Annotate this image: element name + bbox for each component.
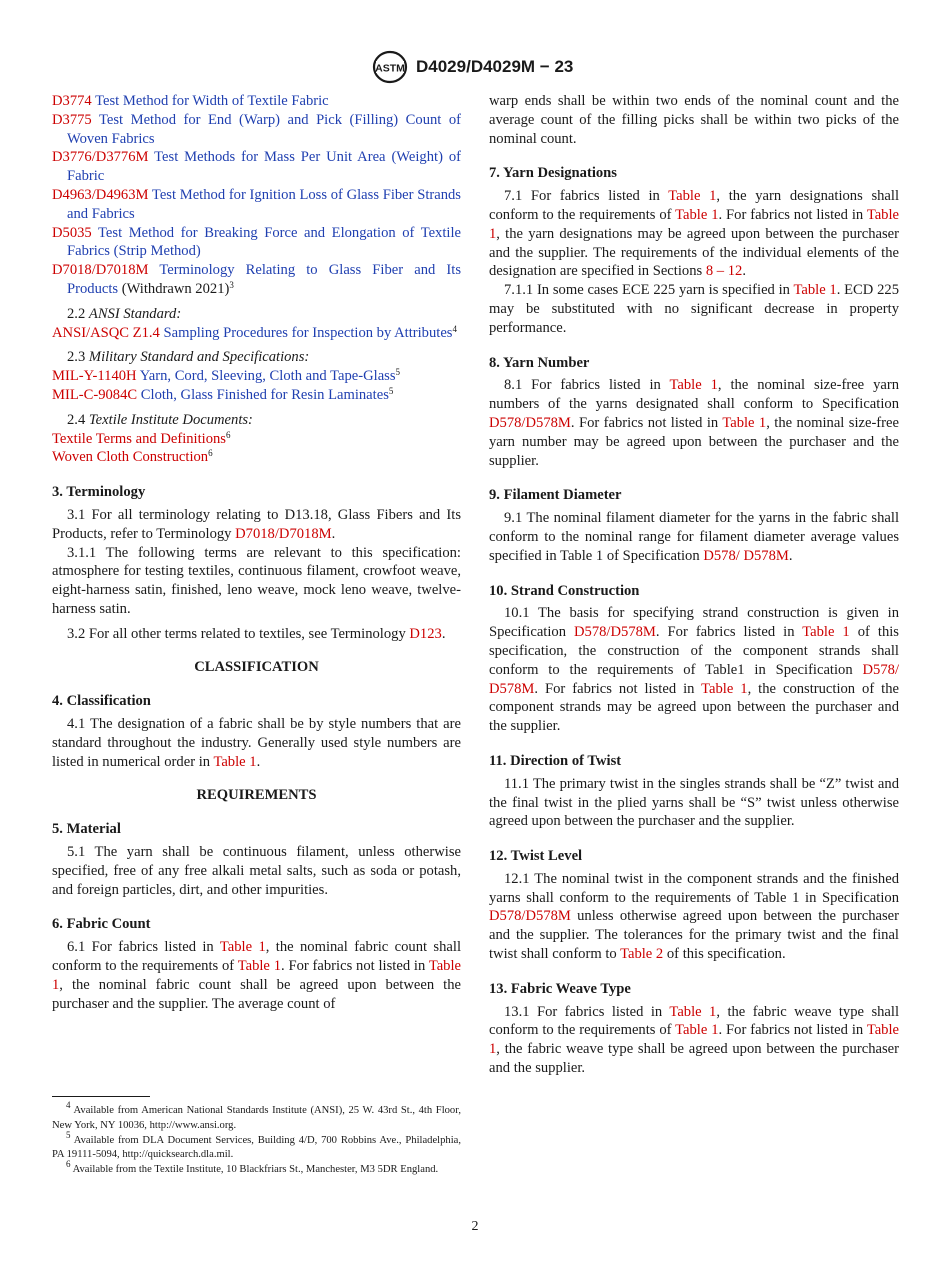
- document-id: D4029/D4029M − 23: [416, 57, 574, 76]
- paragraph-9-1: 9.1 The nominal filament diameter for the yarns in the fabric shall conform to the nominal range for filament diameter average values specified in Table 1 of Specification D578/ D578M.: [489, 510, 899, 564]
- ref-title-link[interactable]: Woven Cloth Construction: [52, 449, 209, 466]
- footnote-marker: 6: [208, 448, 213, 459]
- footnote-marker: 5: [395, 367, 401, 378]
- table-1-link[interactable]: Table 1: [669, 377, 718, 394]
- footnote-marker: 4: [452, 323, 457, 334]
- footnote-4: $^4$ Available from American National Standards Institute (ANSI), 25 W. 43rd St., 4th Floor, New York, NY 10036, http://www.ansi.org.: [52, 1100, 461, 1131]
- section-8-heading: 8. Yarn Number: [489, 354, 590, 371]
- table-1-link[interactable]: Table 1: [802, 624, 850, 641]
- footnote-6: $^6$ Available from the Textile Institute, 10 Blackfriars St., Manchester, M3 5DR England.: [66, 1159, 439, 1176]
- table-1-link[interactable]: Table 1: [793, 282, 837, 299]
- paragraph-12-1: 12.1 The nominal twist in the component strands and the finished yarns shall conform to the requirements of Table 1 in Specification D578/D578M unless otherwise agreed upon between the purchaser and the supplier. The tolerances for the primary twist and the final twist shall conform to Table 2 of this specification.: [489, 870, 899, 963]
- section-13-heading: 13. Fabric Weave Type: [489, 980, 631, 997]
- table-1-link[interactable]: Table 1: [52, 958, 462, 993]
- paragraph-3-1: 3.1 For all terminology relating to D13.18, Glass Fibers and Its Products, refer to Terminology D7018/D7018M.: [52, 506, 461, 542]
- section-11-heading: 11. Direction of Twist: [489, 752, 622, 769]
- reference-d3775: [52, 111, 461, 149]
- ref-code-link[interactable]: ANSI/ASQC Z1.4: [52, 324, 160, 341]
- reference-mil-c-9084c: [52, 386, 461, 405]
- ansi-heading: 2.2 ANSI Standard:: [67, 305, 182, 322]
- ref-link[interactable]: D578/D578M: [489, 908, 571, 925]
- reference-d5035: [52, 224, 461, 262]
- section-4-heading: 4. Classification: [52, 693, 151, 710]
- paragraph-8-1: 8.1 For fabrics listed in Table 1, the nominal size-free yarn numbers of the yarns designated shall conform to Specification D578/D578M. For fabrics not listed in Table 1, the nominal size-free yarn number may be agreed upon between the purchaser and the supplier.: [489, 377, 900, 469]
- section-3-heading: 3. Terminology: [52, 484, 146, 501]
- table-1-link[interactable]: Table 1: [489, 206, 900, 242]
- paragraph-7-1-1: 7.1.1 In some cases ECE 225 yarn is specified in Table 1. ECD 225 may be substituted with no significant decrease in property performance.: [489, 282, 899, 336]
- astm-logo-icon: [372, 50, 408, 84]
- ref-link[interactable]: D578/ D578M: [703, 547, 789, 564]
- section-12-heading: 12. Twist Level: [489, 848, 583, 865]
- section-9-heading: 9. Filament Diameter: [489, 487, 622, 504]
- ref-link[interactable]: D7018/D7018M: [235, 525, 332, 542]
- ref-title-link[interactable]: Cloth, Glass Finished for Resin Laminates: [140, 386, 389, 403]
- ref-code-link[interactable]: MIL-Y-1140H: [52, 368, 137, 385]
- table-1-link[interactable]: Table 1: [213, 753, 257, 770]
- section-7-heading: 7. Yarn Designations: [489, 165, 617, 182]
- svg-text:ASTM: ASTM: [375, 62, 405, 75]
- ref-title-link[interactable]: Test Methods for Mass Per Unit Area (Weight) of Fabric: [67, 149, 462, 185]
- section-10-heading: 10. Strand Construction: [489, 582, 640, 599]
- footnote-marker: 6: [226, 429, 231, 440]
- classification-heading: CLASSIFICATION: [194, 658, 319, 675]
- reference-d7018: [52, 261, 461, 299]
- ref-link[interactable]: D578/D578M: [489, 414, 571, 431]
- table-2-link[interactable]: Table 2: [620, 946, 664, 963]
- paragraph-6-1-continued: warp ends shall be within two ends of the nominal count and the average count of the filling picks shall be within two picks of the nominal count.: [489, 93, 899, 147]
- ref-code-link[interactable]: MIL-C-9084C: [52, 386, 138, 403]
- ref-code-link[interactable]: D7018/D7018M: [52, 262, 149, 279]
- reference-ansi-z14: [52, 324, 461, 343]
- footnote-divider: [52, 1096, 150, 1097]
- reference-d3776: [52, 148, 461, 186]
- ref-link[interactable]: D578/D578M: [574, 624, 656, 641]
- ref-title-link[interactable]: Yarn, Cord, Sleeving, Cloth and Tape-Glass: [139, 368, 396, 385]
- ref-title-link[interactable]: Terminology Relating to Glass Fiber and Its Products: [67, 262, 462, 297]
- ref-code-link[interactable]: D5035: [52, 224, 92, 241]
- textile-institute-heading: 2.4 Textile Institute Documents:: [67, 411, 253, 428]
- ref-title-link[interactable]: Test Method for Ignition Loss of Glass Fiber Strands and Fabrics: [67, 186, 461, 222]
- reference-textile-terms: [52, 430, 461, 449]
- ref-code-link[interactable]: D4963/D4963M: [52, 186, 149, 203]
- footnote-5: $^5$ Available from DLA Document Services, Building 4/D, 700 Robbins Ave., Philadelphia, PA 19111-5094, http://quicksearch.dla.mil.: [52, 1129, 461, 1161]
- paragraph-3-2: 3.2 For all other terms related to textiles, see Terminology D123.: [67, 625, 446, 642]
- left-column: [52, 92, 461, 1013]
- table-1-link[interactable]: Table 1: [219, 939, 266, 956]
- reference-d3774: [52, 92, 461, 111]
- footnotes: [52, 1100, 461, 1178]
- ref-title-link[interactable]: Textile Terms and Definitions: [52, 430, 226, 447]
- table-1-link[interactable]: Table 1: [489, 1022, 900, 1058]
- paragraph-3-1-1: 3.1.1 The following terms are relevant to this specification: atmosphere for testing textiles, continuous filament, crowfoot weave, eight-harness satin, finished, leno weave, mock leno weave, twelve-harness satin.: [52, 544, 461, 617]
- ref-link[interactable]: D578/ D578M: [489, 661, 899, 697]
- table-1-link[interactable]: Table 1: [675, 206, 719, 223]
- table-1-link[interactable]: Table 1: [668, 188, 717, 205]
- section-6-heading: 6. Fabric Count: [52, 916, 151, 933]
- paragraph-5-1: 5.1 The yarn shall be continuous filament, unless otherwise specified, free of any free alkali metal salts, such as soda or potash, and foreign particles, dirt, and other impurities.: [52, 844, 461, 898]
- paragraph-10-1: 10.1 The basis for specifying strand construction is given in Specification D578/D578M. For fabrics listed in Table 1 of this specification, the construction of the component strands shall conform to the requirements of Table1 in Specification D578/ D578M. For fabrics not listed in Table 1, the construction of the component strands may be agreed upon between the purchaser and the supplier.: [489, 605, 899, 735]
- requirements-heading: REQUIREMENTS: [196, 786, 317, 803]
- table-1-link[interactable]: Table 1: [675, 1022, 719, 1039]
- ref-code-link[interactable]: D3774: [52, 93, 92, 109]
- paragraph-4-1: 4.1 The designation of a fabric shall be by style numbers that are standard throughout the industry. Generally used style numbers are listed in numerical order in Table 1.: [52, 716, 461, 770]
- reference-woven-cloth: [52, 448, 461, 467]
- ref-title-link[interactable]: Sampling Procedures for Inspection by Attributes: [163, 324, 453, 341]
- table-1-link[interactable]: Table 1: [722, 414, 767, 431]
- footnote-marker: 3: [229, 279, 234, 290]
- page-header: [0, 50, 950, 84]
- table-1-link[interactable]: Table 1: [669, 1003, 717, 1020]
- paragraph-7-1: 7.1 For fabrics listed in Table 1, the yarn designations shall conform to the requirements of Table 1. For fabrics not listed in Table 1, the yarn designations may be agreed upon between the purchaser and the supplier. The requirements of the individual elements of the designation are specified in Sections 8 – 12.: [489, 188, 900, 280]
- right-column: [489, 92, 899, 1078]
- paragraph-11-1: 11.1 The primary twist in the singles strands shall be “Z” twist and the final twist in the plied yarns shall be “S” twist unless otherwise agreed upon between the purchaser and the supplier.: [489, 775, 899, 830]
- withdrawn-note: (Withdrawn 2021): [121, 280, 230, 297]
- ref-title-link[interactable]: Test Method for Breaking Force and Elongation of Textile Fabrics (Strip Method): [67, 224, 461, 260]
- section-5-heading: 5. Material: [52, 821, 121, 838]
- reference-mil-y-1140h: [52, 367, 461, 386]
- ref-title-link[interactable]: Test Method for End (Warp) and Pick (Filling) Count of Woven Fabrics: [67, 111, 462, 147]
- sections-link[interactable]: 8 – 12: [705, 263, 743, 280]
- table-1-link[interactable]: Table 1: [701, 680, 748, 697]
- paragraph-6-1: 6.1 For fabrics listed in Table 1, the nominal fabric count shall conform to the requirements of Table 1. For fabrics not listed in Table 1, the nominal fabric count shall be agreed upon between the purchaser and the supplier. The average count of: [52, 939, 462, 1012]
- ref-title-link[interactable]: Test Method for Width of Textile Fabric: [95, 93, 329, 109]
- paragraph-13-1: 13.1 For fabrics listed in Table 1, the fabric weave type shall conform to the requirements of Table 1. For fabrics not listed in Table 1, the fabric weave type shall be agreed upon between the purchaser and the supplier.: [489, 1003, 900, 1077]
- ref-link[interactable]: D123: [409, 625, 442, 642]
- page-number: 2: [471, 1219, 479, 1234]
- table-1-link[interactable]: Table 1: [237, 958, 282, 975]
- ref-code-link[interactable]: D3776/D3776M: [52, 149, 149, 166]
- footnote-marker: 5: [388, 385, 394, 396]
- ref-code-link[interactable]: D3775: [52, 111, 92, 128]
- military-heading: 2.3 Military Standard and Specifications:: [67, 349, 310, 366]
- reference-d4963: [52, 186, 461, 224]
